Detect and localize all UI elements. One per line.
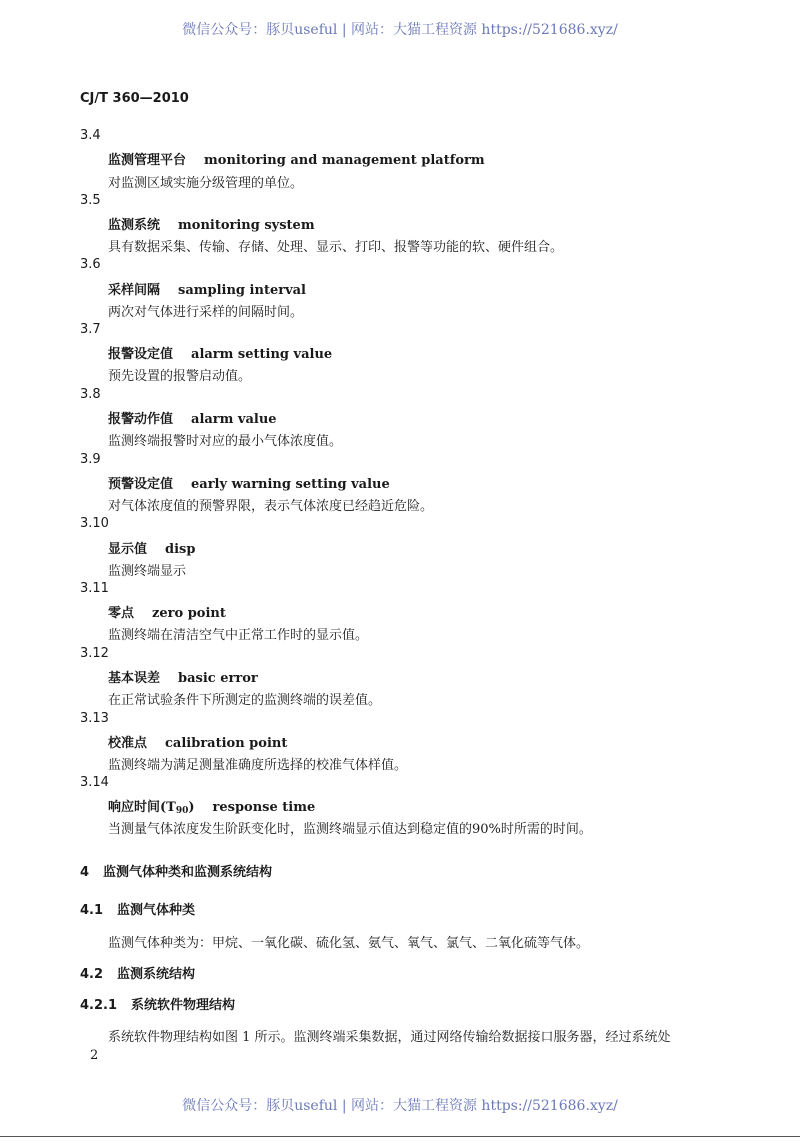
term-cn: 显示值 bbox=[108, 542, 148, 557]
section-heading bbox=[80, 994, 235, 1013]
term-cn: 监测管理平台 bbox=[108, 153, 187, 168]
section-title: 监测气体种类 bbox=[117, 903, 196, 918]
term-definition: 监测终端显示 bbox=[108, 564, 187, 579]
term-en: basic error bbox=[178, 671, 258, 686]
watermark-bottom: 微信公众号：豚贝useful | 网站：大猫工程资源 https://521686.xyz/ bbox=[182, 1098, 618, 1114]
term-cn: 报警动作值 bbox=[108, 412, 174, 427]
term-en: monitoring system bbox=[178, 218, 315, 233]
term-heading bbox=[108, 279, 306, 298]
term-cn: 零点 bbox=[108, 606, 135, 621]
term-en: alarm value bbox=[191, 412, 277, 427]
term-heading bbox=[108, 408, 277, 427]
term-cn: 基本误差 bbox=[108, 671, 161, 686]
term-en: response time bbox=[212, 800, 316, 815]
term-en: zero point bbox=[152, 606, 226, 621]
term-number: 3.11 bbox=[80, 581, 109, 596]
term-cn: 预警设定值 bbox=[108, 477, 174, 492]
term-heading bbox=[108, 473, 390, 492]
term-heading bbox=[108, 796, 315, 816]
section-title: 监测气体种类和监测系统结构 bbox=[103, 865, 273, 880]
term-cn: 响应时间(T bbox=[108, 800, 176, 815]
section-text: 监测气体种类为：甲烷、一氧化碳、硫化氢、氨气、氧气、氯气、二氧化硫等气体。 bbox=[108, 936, 590, 951]
term-number: 3.4 bbox=[80, 128, 101, 143]
section-title: 系统软件物理结构 bbox=[131, 998, 236, 1013]
watermark-top: 微信公众号：豚贝useful | 网站：大猫工程资源 https://521686.xyz/ bbox=[182, 22, 618, 38]
term-number: 3.13 bbox=[80, 711, 109, 726]
term-number: 3.9 bbox=[80, 452, 101, 467]
term-number: 3.14 bbox=[80, 775, 109, 790]
term-definition: 监测终端在清洁空气中正常工作时的显示值。 bbox=[108, 628, 369, 643]
term-number: 3.8 bbox=[80, 387, 101, 402]
section-text: 系统软件物理结构如图 1 所示。监测终端采集数据，通过网络传输给数据接口服务器，经过系统处 bbox=[108, 1030, 671, 1045]
term-heading bbox=[108, 667, 258, 686]
term-definition: 两次对气体进行采样的间隔时间。 bbox=[108, 305, 304, 320]
term-heading bbox=[108, 538, 195, 557]
term-cn-close: ) bbox=[188, 800, 195, 815]
term-heading bbox=[108, 214, 315, 233]
section-number: 4.2.1 bbox=[80, 998, 118, 1013]
section-heading bbox=[80, 963, 195, 982]
document-id: CJ/T 360—2010 bbox=[80, 91, 189, 106]
term-en: monitoring and management platform bbox=[204, 153, 485, 168]
term-heading bbox=[108, 343, 332, 362]
term-heading bbox=[108, 149, 485, 168]
term-definition: 预先设置的报警启动值。 bbox=[108, 369, 252, 384]
term-definition: 对监测区域实施分级管理的单位。 bbox=[108, 176, 304, 191]
section-number: 4.2 bbox=[80, 967, 104, 982]
term-cn: 校准点 bbox=[108, 736, 148, 751]
term-subscript: 90 bbox=[175, 806, 189, 816]
term-definition: 具有数据采集、传输、存储、处理、显示、打印、报警等功能的软、硬件组合。 bbox=[108, 240, 564, 255]
term-cn: 监测系统 bbox=[108, 218, 161, 233]
page-number: 2 bbox=[90, 1048, 99, 1063]
term-definition: 当测量气体浓度发生阶跃变化时，监测终端显示值达到稳定值的90%时所需的时间。 bbox=[108, 822, 592, 837]
term-number: 3.6 bbox=[80, 257, 101, 272]
term-definition: 监测终端为满足测量准确度所选择的校准气体样值。 bbox=[108, 758, 408, 773]
term-cn: 采样间隔 bbox=[108, 283, 161, 298]
term-definition: 监测终端报警时对应的最小气体浓度值。 bbox=[108, 434, 343, 449]
section-number: 4.1 bbox=[80, 903, 104, 918]
term-en: early warning setting value bbox=[191, 477, 390, 492]
term-en: calibration point bbox=[165, 736, 288, 751]
term-number: 3.5 bbox=[80, 193, 101, 208]
section-heading bbox=[80, 899, 195, 918]
section-heading bbox=[80, 861, 272, 880]
term-definition: 对气体浓度值的预警界限，表示气体浓度已经趋近危险。 bbox=[108, 499, 434, 514]
term-en: disp bbox=[165, 542, 196, 557]
term-definition: 在正常试验条件下所测定的监测终端的误差值。 bbox=[108, 693, 382, 708]
term-number: 3.10 bbox=[80, 516, 109, 531]
section-number: 4 bbox=[80, 865, 90, 880]
term-heading bbox=[108, 602, 226, 621]
term-number: 3.12 bbox=[80, 646, 109, 661]
term-en: alarm setting value bbox=[191, 347, 333, 362]
term-number: 3.7 bbox=[80, 322, 101, 337]
term-cn: 报警设定值 bbox=[108, 347, 174, 362]
term-heading bbox=[108, 732, 287, 751]
section-title: 监测系统结构 bbox=[117, 967, 196, 982]
term-en: sampling interval bbox=[178, 283, 306, 298]
bottom-divider bbox=[0, 1136, 800, 1137]
